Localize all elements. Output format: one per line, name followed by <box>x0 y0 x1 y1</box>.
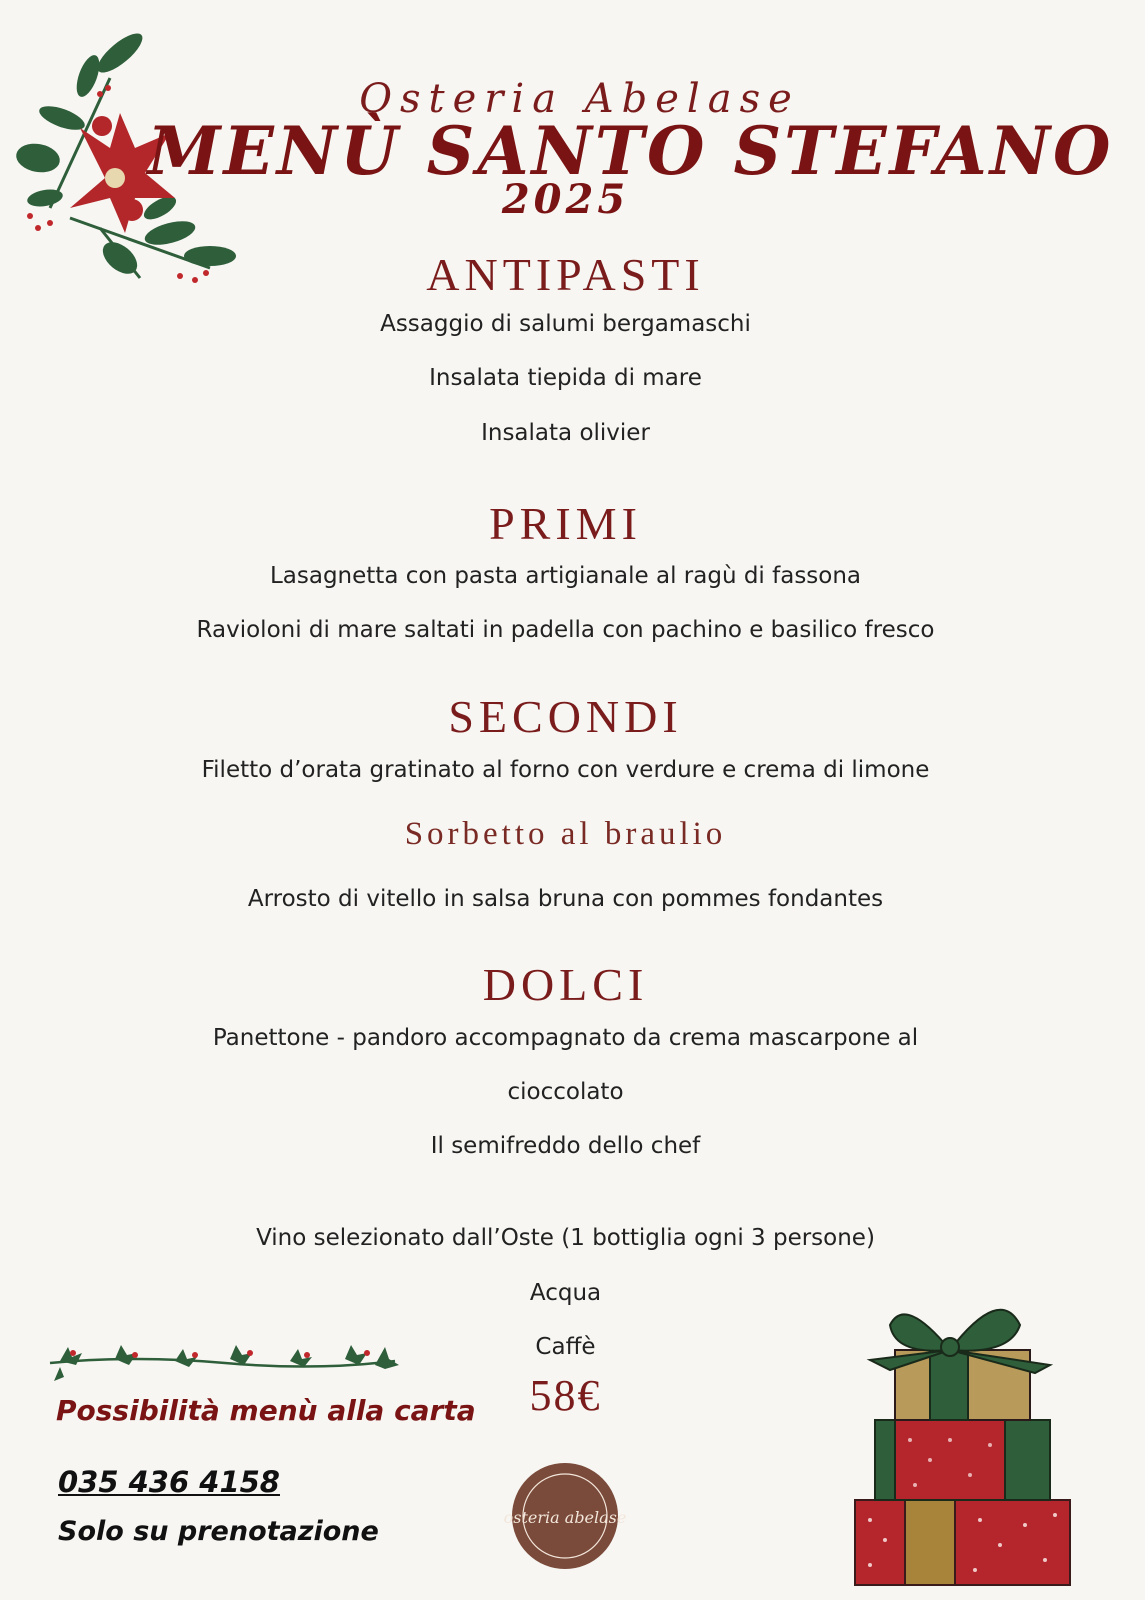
holly-garland-decoration <box>45 1337 400 1387</box>
section-heading-antipasti: ANTIPASTI <box>426 249 705 300</box>
menu-item: Lasagnetta con pasta artigianale al ragù di fassona <box>269 563 862 589</box>
menu-year: 2025 <box>501 176 630 223</box>
sorbet-course: Sorbetto al braulio <box>404 816 727 852</box>
menu-item: cioccolato <box>507 1079 624 1105</box>
gift-stack-decoration <box>850 1275 1080 1590</box>
menu-item: Insalata tiepida di mare <box>429 365 702 391</box>
menu-item: Vino selezionato dall’Oste (1 bottiglia ogni 3 persone) <box>256 1225 875 1251</box>
menu-item: Acqua <box>529 1280 602 1306</box>
logo-text: osteria abelase <box>503 1508 627 1527</box>
menu-item: Assaggio di salumi bergamaschi <box>380 311 751 337</box>
menu-item: Il semifreddo dello chef <box>430 1133 701 1159</box>
restaurant-name: Osteria Abelase <box>359 76 800 122</box>
a-la-carte-note: Possibilità menù alla carta <box>56 1394 476 1427</box>
booking-note: Solo su prenotazione <box>58 1516 379 1547</box>
section-heading-secondi: SECONDI <box>448 691 683 742</box>
menu-item: Panettone - pandoro accompagnato da crema mascarpone al <box>212 1025 919 1051</box>
menu-item: Filetto d’orata gratinato al forno con verdure e crema di limone <box>201 757 930 783</box>
osteria-logo <box>503 1461 627 1571</box>
menu-item: Caffè <box>535 1334 596 1360</box>
menu-item: Insalata olivier <box>481 420 650 446</box>
section-heading-primi: PRIMI <box>489 498 642 549</box>
section-heading-dolci: DOLCI <box>482 959 649 1010</box>
menu-title: MENÙ SANTO STEFANO <box>147 112 1114 190</box>
menu-price: 58€ <box>529 1371 602 1420</box>
menu-item: Arrosto di vitello in salsa bruna con pommes fondantes <box>247 886 884 912</box>
menu-item: Ravioloni di mare saltati in padella con pachino e basilico fresco <box>196 617 935 643</box>
phone-number-link[interactable]: 035 436 4158 <box>58 1465 280 1499</box>
